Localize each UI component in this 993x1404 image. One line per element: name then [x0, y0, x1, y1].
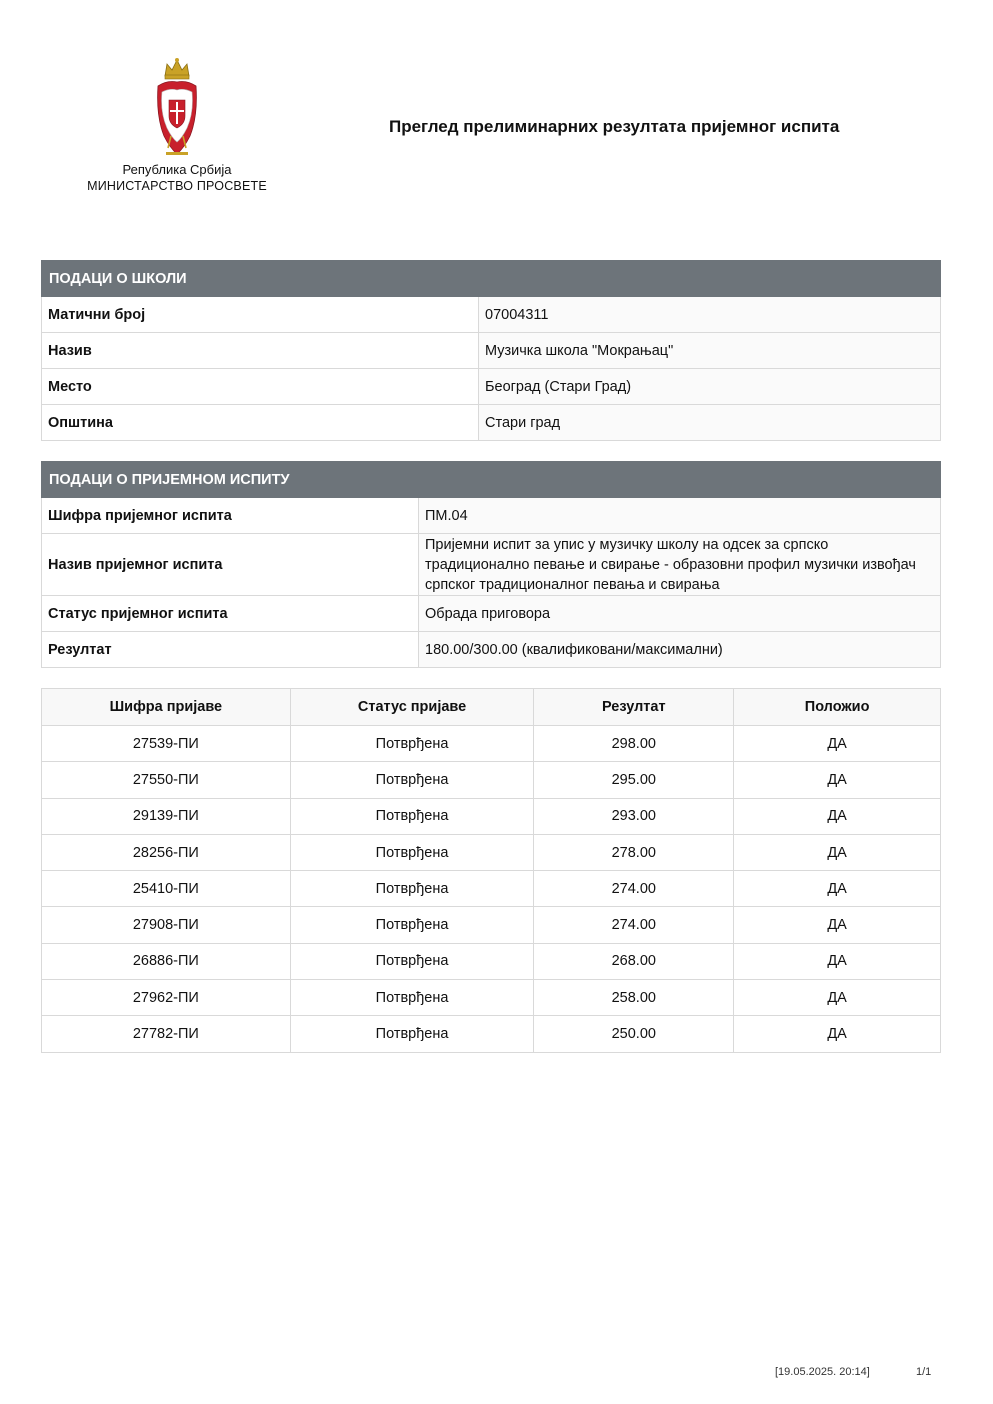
cell-score: 250.00	[534, 1016, 734, 1052]
table-row	[42, 943, 941, 979]
info-value: 07004311	[479, 297, 941, 333]
cell-passed: ДА	[734, 980, 941, 1016]
column-header-application-code: Шифра пријаве	[42, 689, 291, 726]
cell-score: 274.00	[534, 871, 734, 907]
info-row	[42, 333, 941, 369]
info-row	[42, 596, 941, 632]
info-label: Назив	[42, 333, 479, 369]
cell-score: 268.00	[534, 943, 734, 979]
org-ministry: МИНИСТАРСТВО ПРОСВЕТЕ	[87, 179, 267, 193]
info-value: Музичка школа "Мокрањац"	[479, 333, 941, 369]
info-label: Статус пријемног испита	[42, 596, 419, 632]
serbia-coat-of-arms-icon	[152, 56, 202, 160]
cell-application-code: 27908-ПИ	[42, 907, 291, 943]
exam-info-table	[41, 461, 941, 668]
school-section-heading: ПОДАЦИ О ШКОЛИ	[42, 261, 941, 297]
info-label: Шифра пријемног испита	[42, 498, 419, 534]
info-label: Назив пријемног испита	[42, 534, 419, 596]
cell-passed: ДА	[734, 834, 941, 870]
cell-score: 278.00	[534, 834, 734, 870]
cell-application-code: 25410-ПИ	[42, 871, 291, 907]
info-value: Стари град	[479, 405, 941, 441]
cell-application-status: Потврђена	[290, 1016, 534, 1052]
table-row	[42, 726, 941, 762]
table-row	[42, 1016, 941, 1052]
cell-passed: ДА	[734, 762, 941, 798]
cell-application-code: 27539-ПИ	[42, 726, 291, 762]
page-number: 1/1	[916, 1366, 932, 1378]
cell-passed: ДА	[734, 871, 941, 907]
info-value: Пријемни испит за упис у музичку школу на одсек за српско традиционално певање и свирање - образовни профил музички извођач српског традиционалног певања и свирања	[419, 534, 941, 596]
cell-score: 258.00	[534, 980, 734, 1016]
cell-application-status: Потврђена	[290, 871, 534, 907]
page-title: Преглед прелиминарних резултата пријемног испита	[389, 117, 840, 136]
cell-passed: ДА	[734, 943, 941, 979]
cell-application-status: Потврђена	[290, 798, 534, 834]
info-row	[42, 632, 941, 668]
cell-score: 293.00	[534, 798, 734, 834]
info-label: Резултат	[42, 632, 419, 668]
results-header-row	[42, 689, 941, 726]
cell-application-status: Потврђена	[290, 980, 534, 1016]
cell-application-code: 26886-ПИ	[42, 943, 291, 979]
cell-application-status: Потврђена	[290, 834, 534, 870]
cell-application-code: 29139-ПИ	[42, 798, 291, 834]
info-value: Обрада приговора	[419, 596, 941, 632]
school-info-table	[41, 260, 941, 441]
info-row	[42, 534, 941, 596]
generated-timestamp: [19.05.2025. 20:14]	[775, 1366, 870, 1378]
info-label: Место	[42, 369, 479, 405]
column-header-score: Резултат	[534, 689, 734, 726]
exam-section-heading: ПОДАЦИ О ПРИЈЕМНОМ ИСПИТУ	[42, 462, 941, 498]
info-value: ПМ.04	[419, 498, 941, 534]
cell-application-status: Потврђена	[290, 907, 534, 943]
table-row	[42, 798, 941, 834]
info-value: 180.00/300.00 (квалификовани/максимални)	[419, 632, 941, 668]
cell-score: 295.00	[534, 762, 734, 798]
cell-passed: ДА	[734, 1016, 941, 1052]
cell-application-status: Потврђена	[290, 726, 534, 762]
cell-application-status: Потврђена	[290, 943, 534, 979]
info-row	[42, 405, 941, 441]
info-label: Матични број	[42, 297, 479, 333]
cell-application-code: 27962-ПИ	[42, 980, 291, 1016]
cell-application-code: 27782-ПИ	[42, 1016, 291, 1052]
cell-score: 298.00	[534, 726, 734, 762]
cell-application-status: Потврђена	[290, 762, 534, 798]
column-header-passed: Положио	[734, 689, 941, 726]
info-label: Општина	[42, 405, 479, 441]
cell-passed: ДА	[734, 907, 941, 943]
cell-passed: ДА	[734, 726, 941, 762]
cell-application-code: 27550-ПИ	[42, 762, 291, 798]
info-row	[42, 297, 941, 333]
cell-score: 274.00	[534, 907, 734, 943]
info-row	[42, 498, 941, 534]
table-row	[42, 834, 941, 870]
table-row	[42, 871, 941, 907]
table-row	[42, 762, 941, 798]
cell-application-code: 28256-ПИ	[42, 834, 291, 870]
column-header-application-status: Статус пријаве	[290, 689, 534, 726]
info-row	[42, 369, 941, 405]
ministry-header	[86, 56, 268, 194]
table-row	[42, 907, 941, 943]
table-row	[42, 980, 941, 1016]
info-value: Београд (Стари Град)	[479, 369, 941, 405]
results-table	[41, 688, 941, 1053]
cell-passed: ДА	[734, 798, 941, 834]
org-country: Република Србија	[122, 162, 232, 177]
